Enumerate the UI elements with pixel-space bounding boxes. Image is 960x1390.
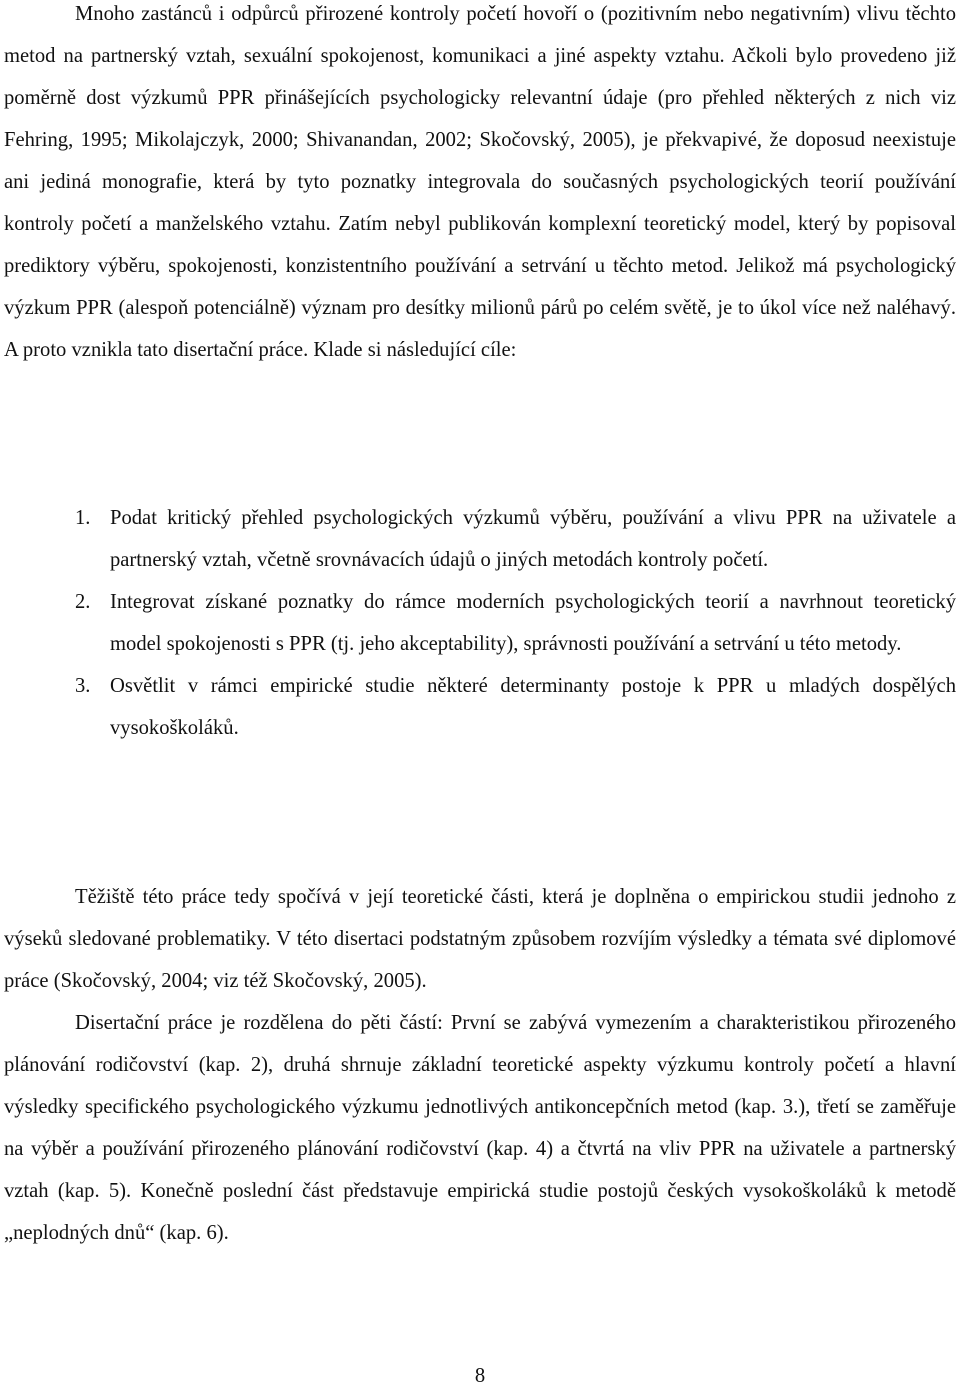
goal-number: 1. [75, 507, 91, 529]
body-paragraphs [4, 876, 956, 1254]
goal-item-2 [4, 581, 956, 665]
goal-item-1 [4, 497, 956, 581]
intro-paragraph [4, 0, 956, 371]
goals-list [4, 497, 956, 749]
structure-paragraph: Disertační práce je rozdělena do pěti částí: První se zabývá vymezením a charakteristikou přirozeného plánování rodičovství (kap. 2), druhá shrnuje základní teoretické aspekty výzkumu kontroly početí a hlavní výsledky specifického psychologického výzkumu jednotlivých antikoncepčních metod (kap. 3.), třetí se zaměřuje na výběr a používání přirozeného plánování rodičovství (kap. 4) a čtvrtá na vliv PPR na uživatele a partnerský vztah (kap. 5). Konečně poslední část představuje empirická studie postojů českých vysokoškoláků k metodě „neplodných dnů“ (kap. 6). [4, 1012, 956, 1244]
goal-number: 2. [75, 591, 91, 613]
goal-text: Podat kritický přehled psychologických výzkumů výběru, používání a vlivu PPR na uživatele a partnerský vztah, včetně srovnávacích údajů o jiných metodách kontroly početí. [110, 507, 956, 571]
goal-item-3 [4, 665, 956, 749]
focus-paragraph: Těžiště této práce tedy spočívá v její teoretické části, která je doplněna o empirickou studii jednoho z výseků sledované problematiky. V této disertaci podstatným způsobem rozvíjím výsledky a témata své diplomové práce (Skočovský, 2004; viz též Skočovský, 2005). [4, 886, 956, 992]
paragraph-text: Mnoho zastánců i odpůrců přirozené kontroly početí hovoří o (pozitivním nebo negativním) vlivu těchto metod na partnerský vztah, sexuální spokojenost, komunikaci a jiné aspekty vztahu. Ačkoli bylo provedeno již poměrně dost výzkumů PPR přinášejících psychologicky relevantní údaje (pro přehled některých z nich viz Fehring, 1995; Mikolajczyk, 2000; Shivanandan, 2002; Skočovský, 2005), je překvapivé, že doposud neexistuje ani jediná monografie, která by tyto poznatky integrovala do současných psychologických teorií používání kontroly početí a manželského vztahu. Zatím nebyl publikován komplexní teoretický model, který by popisoval prediktory výběru, spokojenosti, konzistentního používání a setrvání u těchto metod. Jelikož má psychologický výzkum PPR (alespoň potenciálně) význam pro desítky milionů párů po celém světě, je to úkol více než naléhavý. A proto vznikla tato disertační práce. Klade si následující cíle: [4, 3, 956, 361]
goal-text: Integrovat získané poznatky do rámce moderních psychologických teorií a navrhnout teoretický model spokojenosti s PPR (tj. jeho akceptability), správnosti používání a setrvání u této metody. [110, 591, 956, 655]
page-number: 8 [474, 1365, 486, 1387]
goal-number: 3. [75, 675, 91, 697]
goal-text: Osvětlit v rámci empirické studie některé determinanty postoje k PPR u mladých dospělých vysokoškoláků. [110, 675, 956, 739]
